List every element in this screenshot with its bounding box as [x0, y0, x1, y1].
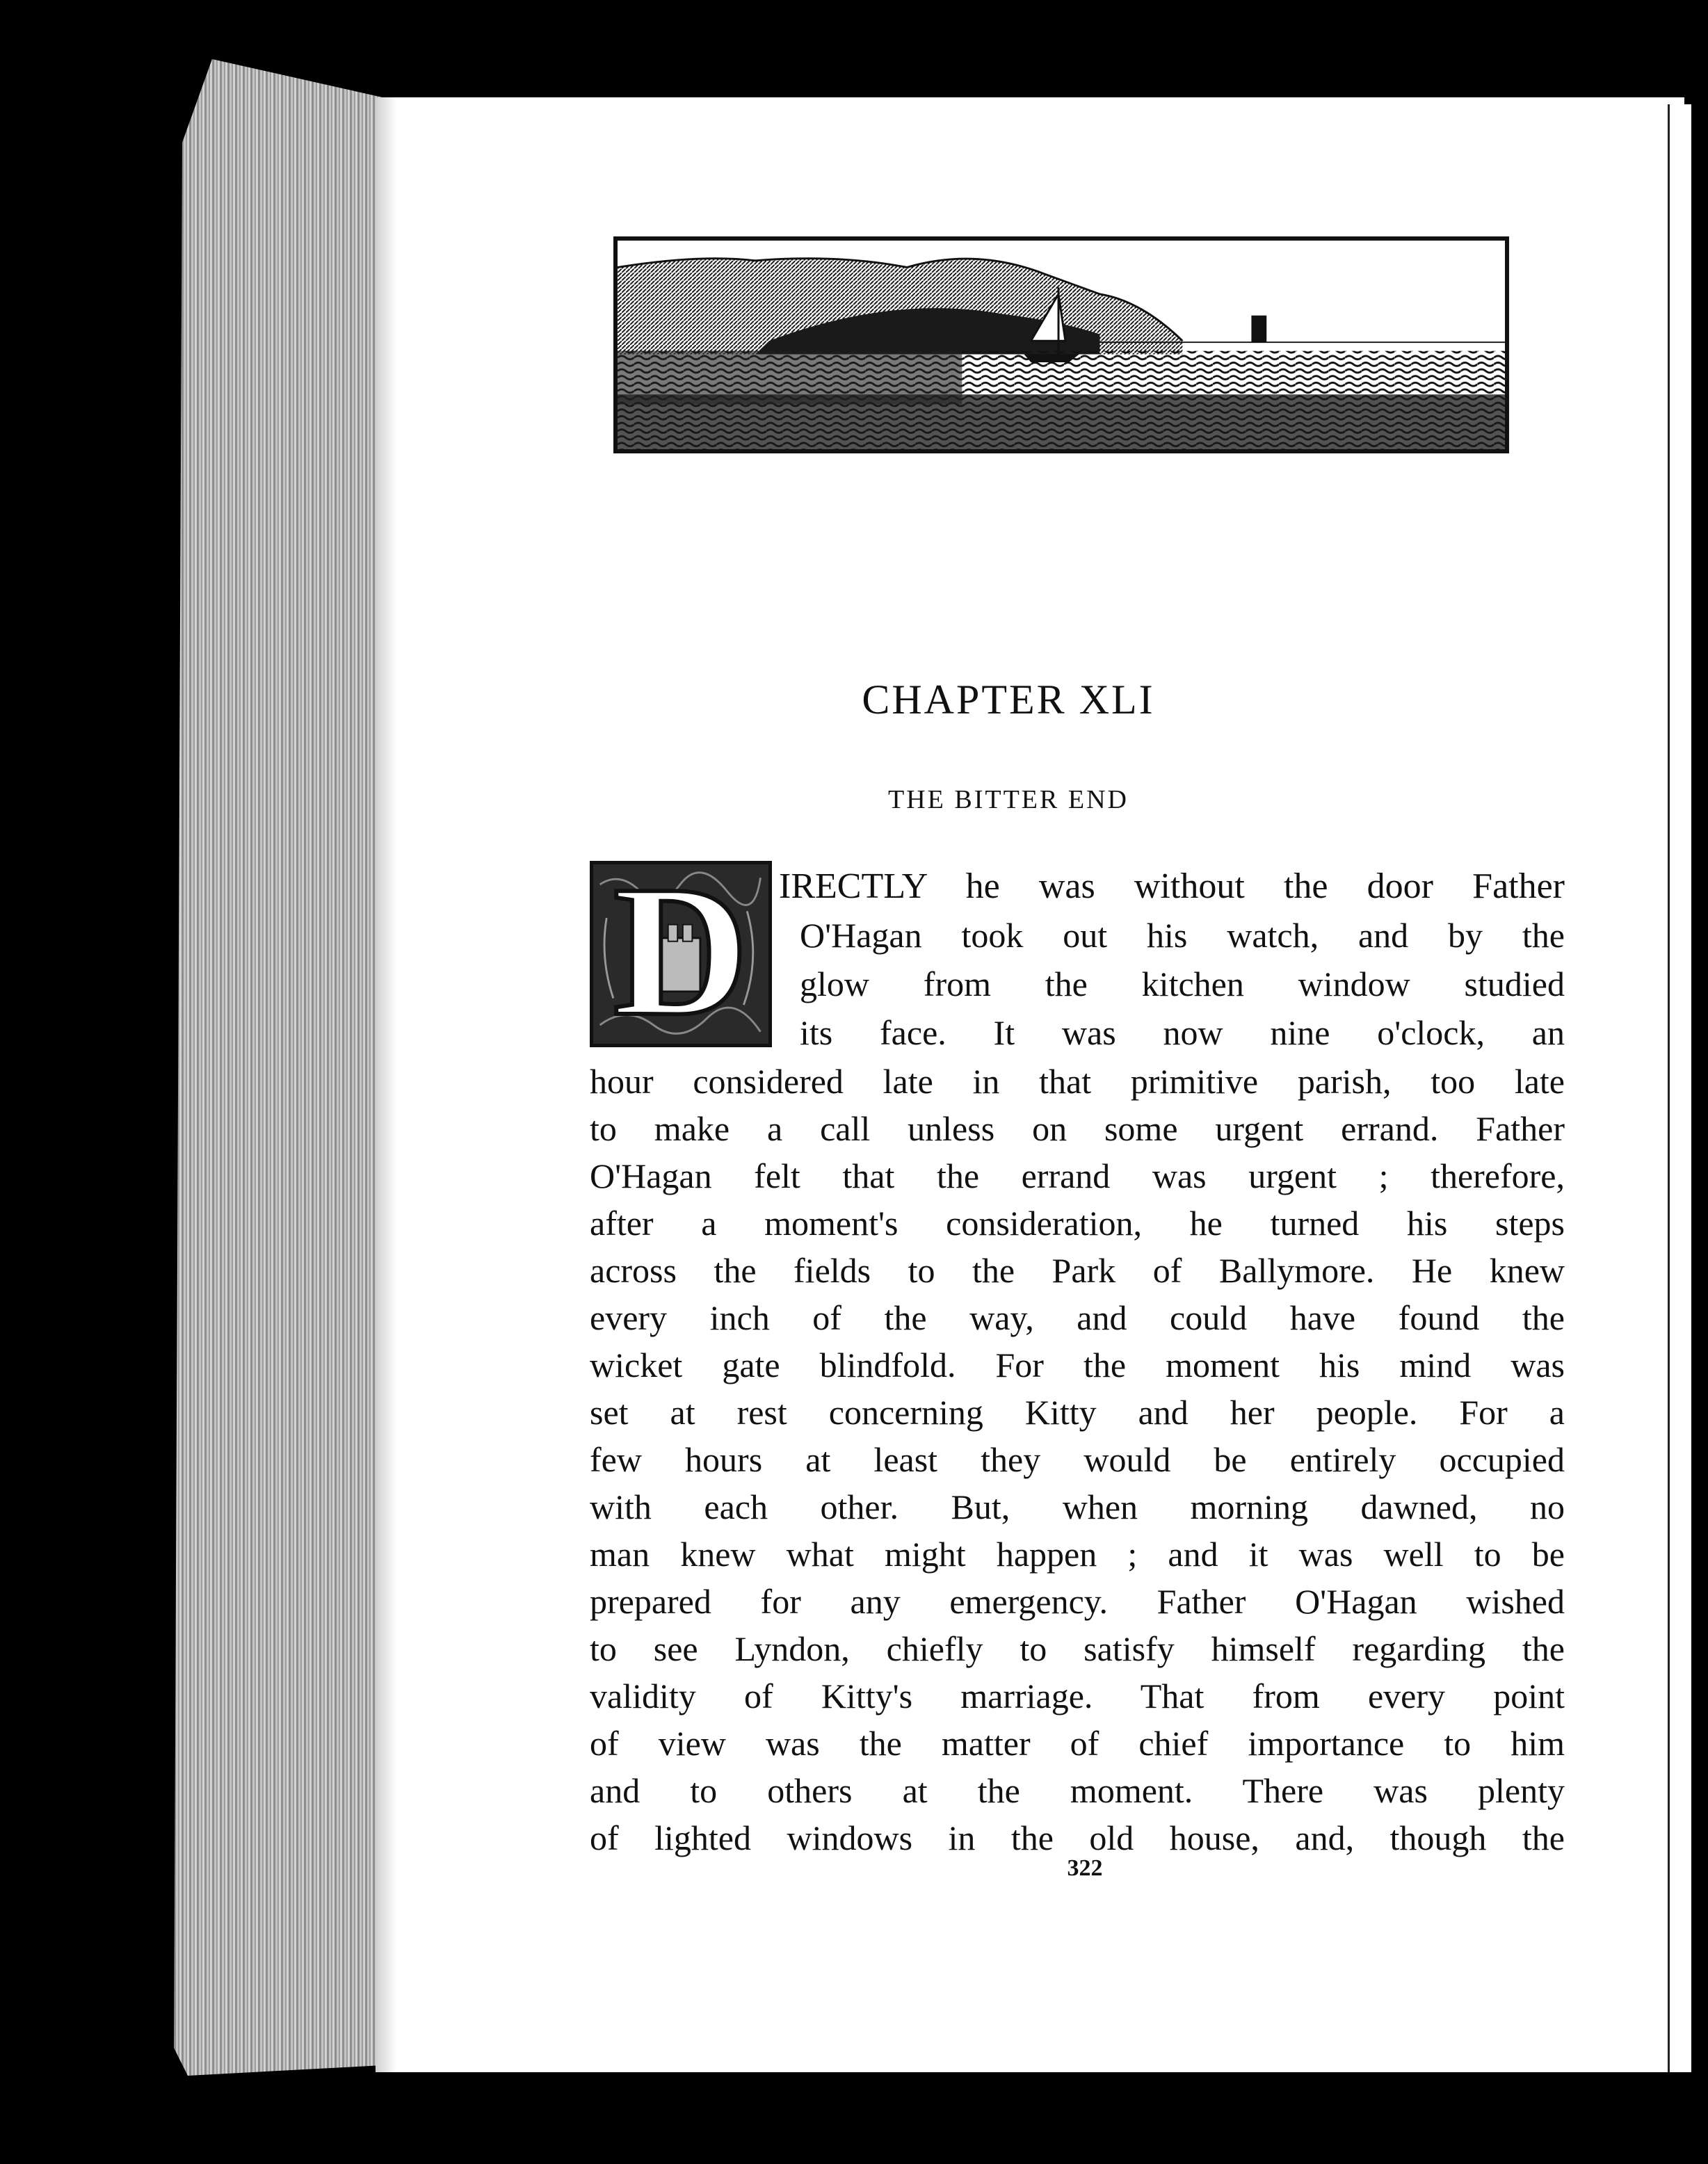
drop-cap-letter: D [613, 861, 749, 1047]
text-line: its face. It was now nine o'clock, an [800, 1013, 1565, 1052]
text-line: with each other. But, when morning dawned, no [590, 1487, 1565, 1526]
page-gutter-shadow [376, 97, 396, 2072]
text-line: after a moment's consideration, he turned his steps [590, 1204, 1565, 1243]
page-number: 322 [1067, 1855, 1103, 1881]
coastal-landscape-engraving [613, 236, 1509, 453]
text-line: glow from the kitchen window studied [800, 964, 1565, 1003]
chapter-title: CHAPTER XLI [862, 677, 1155, 722]
text-line: every inch of the way, and could have found the [590, 1298, 1565, 1337]
text-line: set at rest concerning Kitty and her people. For a [590, 1393, 1565, 1432]
text-line: O'Hagan took out his watch, and by the [800, 916, 1565, 955]
text-line: IRECTLY he was without the door Father [779, 866, 1565, 906]
background-edge [1691, 0, 1708, 2164]
text-line: across the fields to the Park of Ballymore. He knew [590, 1251, 1565, 1290]
ornamental-drop-cap [590, 861, 772, 1047]
text-line: wicket gate blindfold. For the moment his mind was [590, 1346, 1565, 1384]
text-line: of view was the matter of chief importance to him [590, 1724, 1565, 1763]
text-line: man knew what might happen ; and it was well to be [590, 1535, 1565, 1574]
text-line: O'Hagan felt that the errand was urgent ; therefore, [590, 1156, 1565, 1195]
text-line: to make a call unless on some urgent errand. Father [590, 1109, 1565, 1148]
facing-page-edge [1668, 104, 1693, 2072]
text-line: validity of Kitty's marriage. That from every point [590, 1677, 1565, 1715]
text-line: of lighted windows in the old house, and, though the [590, 1818, 1565, 1857]
text-line: and to others at the moment. There was plenty [590, 1771, 1565, 1810]
chapter-subtitle: THE BITTER END [888, 785, 1129, 814]
text-line: hour considered late in that primitive parish, too late [590, 1062, 1565, 1101]
text-line: few hours at least they would be entirely occupied [590, 1440, 1565, 1479]
book-page-edges [174, 59, 382, 2076]
text-line: prepared for any emergency. Father O'Hagan wished [590, 1582, 1565, 1621]
text-line: to see Lyndon, chiefly to satisfy himself regarding the [590, 1629, 1565, 1668]
